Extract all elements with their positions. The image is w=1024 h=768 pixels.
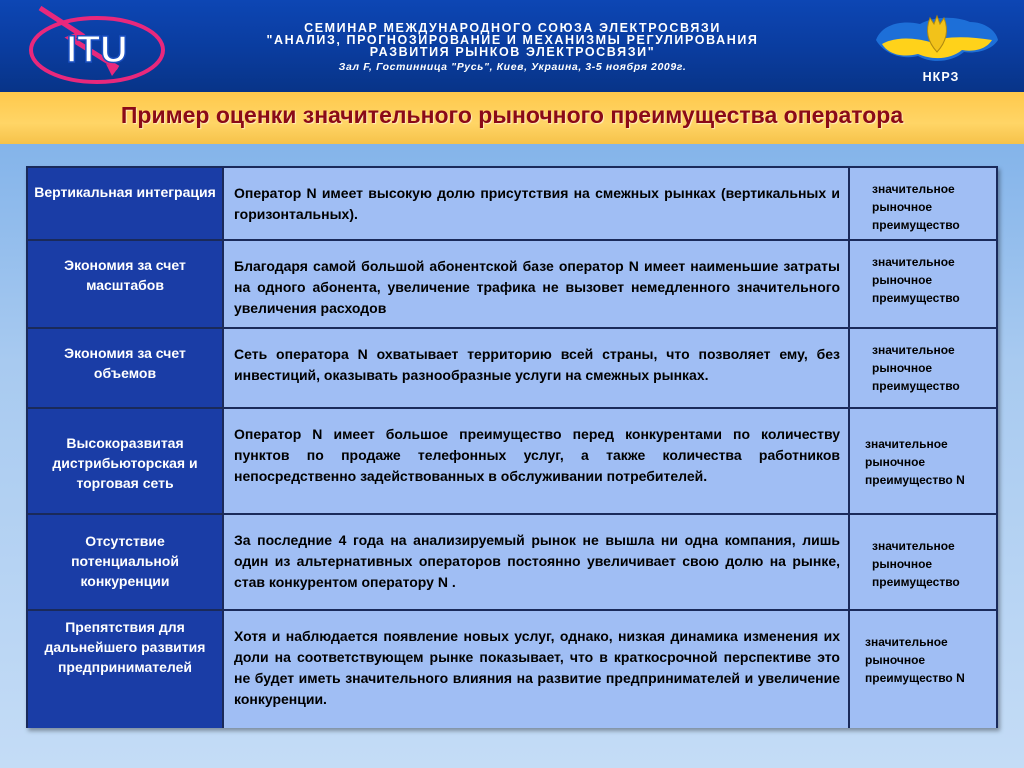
row-result-cell [850, 611, 996, 728]
header-line-2: "АНАЛИЗ, ПРОГНОЗИРОВАНИЕ И МЕХАНИЗМЫ РЕГУЛИРОВАНИЯ [266, 33, 759, 47]
row-result-cell [850, 168, 996, 239]
row-result: значительное рыночное преимущество [872, 343, 960, 393]
row-result-cell [850, 515, 996, 609]
itu-logo-text: ITU [66, 29, 128, 71]
row-label: Экономия за счет объемов [28, 329, 222, 407]
row-label: Экономия за счет масштабов [28, 241, 222, 327]
row-description: Благодаря самой большой абонентской базе оператор N имеет наименьшие затраты на одного абонента, увеличение трафика не вызовет немедленного значительного увеличения расходов [224, 241, 848, 327]
row-result: значительное рыночное преимущество N [865, 635, 965, 685]
ukraine-map-emblem [872, 10, 1002, 70]
row-result: значительное рыночное преимущество [872, 539, 960, 589]
row-description: Оператор N имеет большое преимущество перед конкурентами по количеству пунктов по продаже телефонных услуг, а также количества работников непосредственно задействованных в обслуживании потребителей. [224, 409, 848, 513]
header-venue: Зал F, Гостинница "Русь", Киев, Украина, 3-5 ноября 2009г. [338, 61, 687, 73]
row-result: значительное рыночное преимущество N [865, 437, 965, 487]
row-label: Препятствия для дальнейшего развития предпринимателей [28, 611, 222, 728]
row-result: значительное рыночное преимущество [872, 182, 960, 232]
row-result-cell [850, 409, 996, 513]
page-title: Пример оценки значительного рыночного преимущества оператора [120, 102, 904, 128]
row-label: Высокоразвитая дистрибьюторская и торговая сеть [28, 409, 222, 513]
title-bar [0, 92, 1024, 144]
row-result: значительное рыночное преимущество [872, 255, 960, 305]
org-label: НКРЗ [922, 70, 960, 84]
header-line-1: СЕМИНАР МЕЖДУНАРОДНОГО СОЮЗА ЭЛЕКТРОСВЯЗИ [304, 21, 721, 35]
row-description: За последние 4 года на анализируемый рынок не вышла ни одна компания, лишь один из альтернативных операторов постоянно увеличивает свою долю на рынке, став конкурентом оператору N . [224, 515, 848, 609]
assessment-table [26, 166, 998, 728]
row-label: Отсутствие потенциальной конкуренции [28, 515, 222, 609]
row-result-cell [850, 329, 996, 407]
seminar-header [185, 22, 840, 74]
itu-logo [22, 4, 172, 88]
row-result-cell [850, 241, 996, 327]
row-label: Вертикальная интеграция [28, 168, 222, 239]
row-description: Сеть оператора N охватывает территорию всей страны, что позволяет ему, без инвестиций, оказывать разнообразные услуги на смежных рынках. [224, 329, 848, 407]
header-line-3: РАЗВИТИЯ РЫНКОВ ЭЛЕКТРОСВЯЗИ" [369, 45, 656, 59]
row-description: Оператор N имеет высокую долю присутствия на смежных рынках (вертикальных и горизонтальных). [224, 168, 848, 239]
row-description: Хотя и наблюдается появление новых услуг, однако, низкая динамика изменения их доли на соответствующем рынке показывает, что в краткосрочной перспективе это не будет иметь значительного влияния на развитие предпринимателей и увеличение конкуренции. [224, 611, 848, 728]
header-banner [0, 0, 1024, 92]
